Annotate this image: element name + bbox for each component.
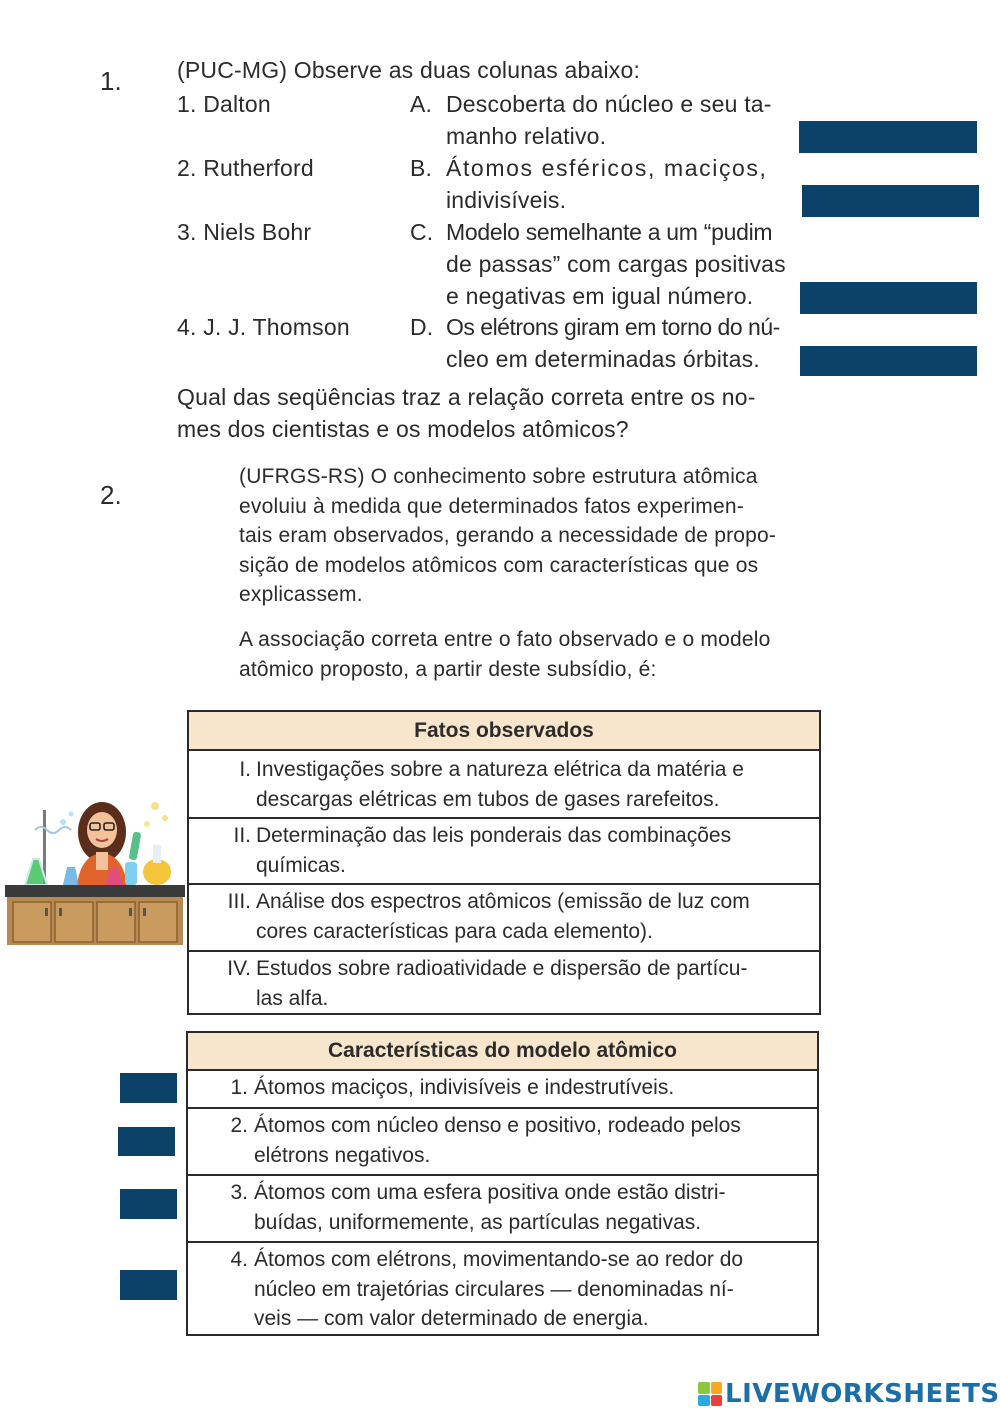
question-1-title: (PUC-MG) Observe as duas colunas abaixo: [177, 57, 641, 83]
scientist-item: 3. Niels Bohr [177, 219, 312, 245]
answer-box-6[interactable] [118, 1127, 175, 1156]
table-row: 2. Átomos com núcleo denso e positivo, rodeado pelos elétrons negativos. [188, 1109, 817, 1176]
scientist-item: 2. Rutherford [177, 155, 314, 181]
answer-box-1[interactable] [799, 121, 977, 153]
model-table-header: Características do modelo atômico [188, 1033, 817, 1071]
question-2-prompt: A associação correta entre o fato observado e o modelo atômico proposto, a partir deste subsídio, é: [239, 628, 771, 681]
table-row: 4. Átomos com elétrons, movimentando-se ao redor do núcleo em trajetórias circulares — denominadas ní- veis — com valor determinado de energia. [230, 1248, 744, 1330]
answer-box-8[interactable] [120, 1270, 177, 1300]
model-table [186, 1031, 819, 1336]
scientist-item: 1. Dalton [177, 91, 271, 117]
scientist-item: 4. J. J. Thomson [177, 314, 350, 340]
lab-illustration [5, 790, 185, 948]
question-2-intro: (UFRGS-RS) O conhecimento sobre estrutura atômica evoluiu à medida que determinados fatos experimen- tais eram observados, gerando a necessidade de propo- sição de modelos atômicos com características que os explicassem. [239, 465, 777, 606]
liveworksheets-logo: LIVEWORKSHEETS [698, 1378, 1000, 1410]
question-1-prompt: Qual das seqüências traz a relação correta entre os no- mes dos cientistas e os modelos atômicos? [177, 384, 756, 442]
table-row: I. Investigações sobre a natureza elétrica da matéria e descargas elétricas em tubos de gases rarefeitos. [189, 751, 819, 819]
table-row: 3. Átomos com uma esfera positiva onde estão distri- buídas, uniformemente, as partículas negativas. [188, 1176, 817, 1243]
table-row: 1. Átomos maciços, indivisíveis e indestrutíveis. [188, 1071, 817, 1109]
answer-box-5[interactable] [120, 1073, 177, 1103]
answer-box-7[interactable] [120, 1189, 177, 1219]
question-2-number: 2. [100, 480, 122, 510]
answer-box-2[interactable] [802, 185, 979, 217]
facts-table-header: Fatos observados [189, 712, 819, 751]
table-row: IV. Estudos sobre radioatividade e dispersão de partícu- las alfa. [227, 957, 748, 1010]
facts-table [187, 710, 821, 1015]
table-row: III. Análise dos espectros atômicos (emissão de luz com cores características para cada elemento). [189, 885, 819, 952]
answer-box-4[interactable] [800, 346, 977, 376]
liveworksheets-logo-icon [698, 1382, 722, 1406]
question-1-number: 1. [100, 66, 122, 96]
table-row: II. Determinação das leis ponderais das combinações químicas. [189, 819, 819, 885]
answer-box-3[interactable] [800, 282, 977, 314]
scientist-lab-icon [5, 790, 185, 948]
